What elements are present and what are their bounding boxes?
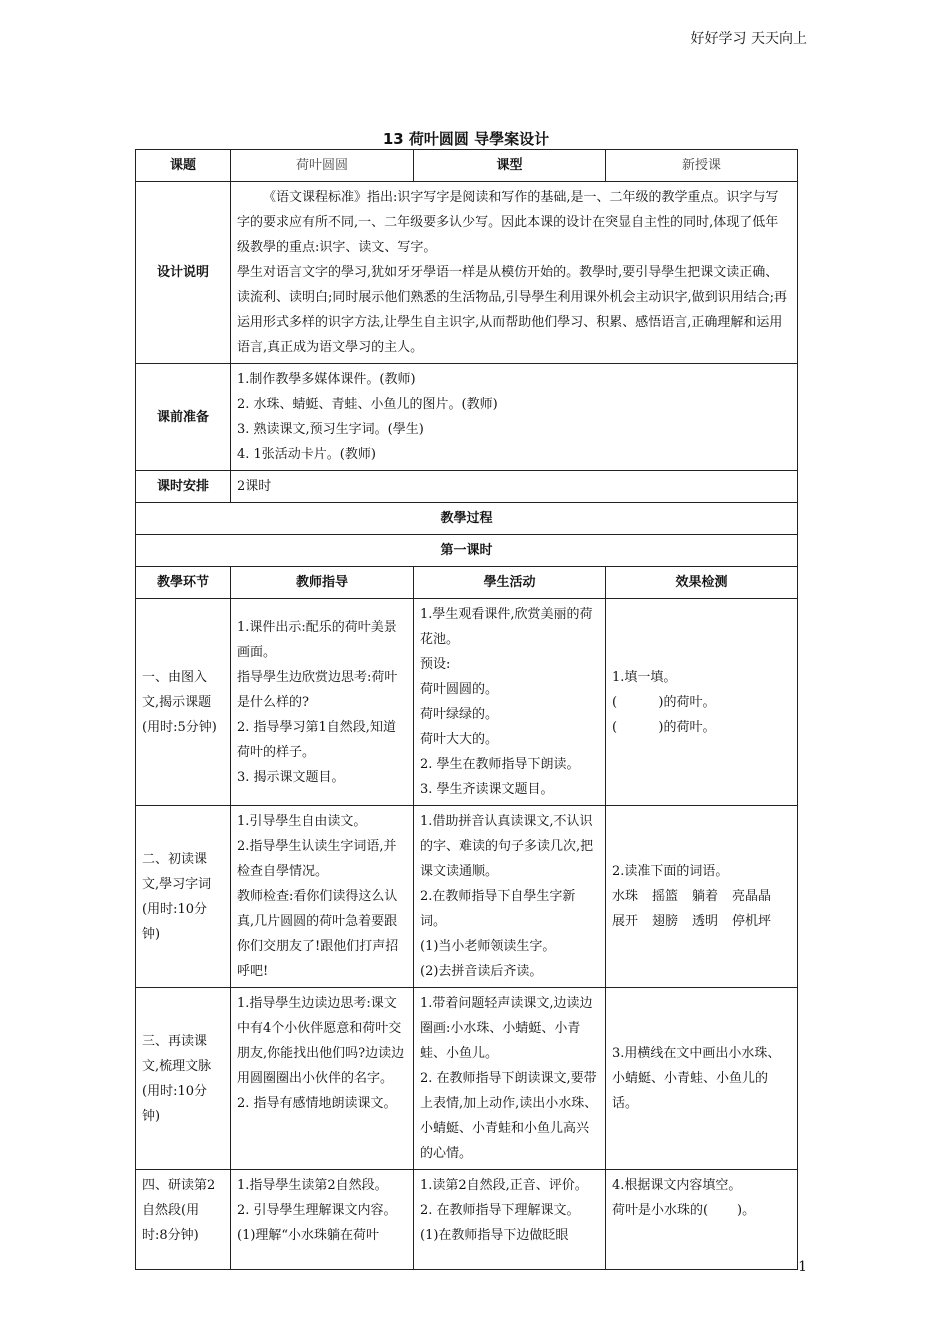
student-line: 荷叶大大的。	[420, 732, 499, 747]
prep-item: 2. 水珠、蜻蜓、青蛙、小鱼儿的图片。(教师)	[237, 397, 498, 412]
process-title: 教學过程	[136, 503, 798, 535]
page-number: 1	[798, 1259, 807, 1275]
subject-value: 荷叶圆圆	[231, 150, 414, 182]
teacher-line: 2. 引导學生理解课文内容。	[237, 1203, 397, 1218]
student-line: 预设:	[420, 657, 451, 672]
student-line: 3. 學生齐读课文题目。	[420, 782, 554, 797]
schedule-row	[136, 471, 798, 503]
word: 躺着	[692, 889, 719, 904]
student-line: 2. 在教师指导下朗读课文,要带上表情,加上动作,读出小水珠、小蜻蜓、小青蛙和小鱼儿高兴的心情。	[420, 1071, 598, 1161]
teacher-line: 1.指导學生边读边思考:课文中有4个小伙伴愿意和荷叶交朋友,你能找出他们吗?边读边用圆圈圈出小伙伴的名字。	[237, 996, 405, 1086]
teacher-line: 2. 指导有感情地朗读课文。	[237, 1096, 397, 1111]
student-line: 1.借助拼音认真读课文,不认识的字、难读的句子多读几次,把课文读通顺。	[420, 814, 594, 879]
student-line: 2. 在教师指导下理解课文。	[420, 1203, 580, 1218]
word-list	[612, 909, 791, 934]
prep-item: 1.制作教學多媒体课件。(教师)	[237, 372, 416, 387]
type-value: 新授课	[606, 150, 798, 182]
info-row	[136, 150, 798, 182]
word: 透明	[692, 914, 719, 929]
table-row	[136, 806, 798, 988]
lesson-title: 第一课时	[136, 535, 798, 567]
word: 摇篮	[652, 889, 679, 904]
check-line: 2.读准下面的词语。	[612, 864, 729, 879]
table-row	[136, 599, 798, 806]
student-line: 1.带着问题轻声读课文,边读边圈画:小水珠、小蜻蜓、小青蛙、小鱼儿。	[420, 996, 593, 1061]
stage-cell: 四、研读第2自然段(用时:8分钟)	[136, 1170, 231, 1270]
teacher-line: 1.引导學生自由读文。	[237, 814, 367, 829]
type-label: 课型	[414, 150, 606, 182]
design-paragraph-1: 《语文课程标准》指出:识字写字是阅读和写作的基础,是一、二年级的教学重点。识字与写字的要求应有所不同,一、二年级要多认少写。因此本课的设计在突显自主性的同时,体现了低年级教學的重点:识字、读文、写字。	[237, 190, 779, 255]
column-header: 效果检测	[606, 567, 798, 599]
document-title: 13 荷叶圆圆 导學案设计	[382, 130, 550, 148]
teacher-line: 1.指导學生读第2自然段。	[237, 1178, 388, 1193]
teacher-line: 1.课件出示:配乐的荷叶美景画面。	[237, 619, 397, 660]
column-header: 學生活动	[414, 567, 606, 599]
word-list	[612, 884, 791, 909]
lesson-plan-table	[135, 149, 798, 1270]
check-line: 荷叶是小水珠的( )。	[612, 1203, 756, 1218]
prep-item: 4. 1张活动卡片。(教师)	[237, 447, 376, 462]
column-header: 教师指导	[231, 567, 414, 599]
teacher-line: 2.指导學生认读生字词语,并检查自學情况。	[237, 839, 397, 879]
table-row	[136, 988, 798, 1170]
stage-cell: 二、初读课文,學习字词(用时:10分钟)	[136, 806, 231, 988]
check-line: ( )的荷叶。	[612, 719, 716, 735]
student-line: 2. 學生在教师指导下朗读。	[420, 757, 580, 772]
teacher-line: (1)理解“小水珠躺在荷叶	[237, 1228, 380, 1243]
word: 亮晶晶	[732, 889, 772, 904]
word: 停机坪	[732, 914, 772, 929]
teacher-line: 指导學生边欣赏边思考:荷叶是什么样的?	[237, 669, 398, 710]
column-header-row	[136, 567, 798, 599]
design-paragraph-2: 學生对语言文字的學习,犹如牙牙學语一样是从模仿开始的。教學时,要引导學生把课文读正确、读流利、读明白;同时展示他们熟悉的生活物品,引导學生利用课外机会主动识字,做到识用结合;再运用形式多样的识字方法,让學生自主识字,从而帮助他们學习、积累、感悟语言,正确理解和运用语言,真正成为语文學习的主人。	[237, 265, 788, 355]
column-header: 教學环节	[136, 567, 231, 599]
schedule-value: 2课时	[231, 471, 798, 503]
prep-item: 3. 熟读课文,预习生字词。(學生)	[237, 422, 424, 437]
teacher-line: 教师检查:看你们读得这么认真,几片圆圆的荷叶急着要跟你们交朋友了!跟他们打声招呼吧!	[237, 889, 399, 979]
word: 水珠	[612, 889, 639, 904]
word: 展开	[612, 914, 639, 929]
word: 翅膀	[652, 914, 679, 929]
student-line: (1)当小老师领读生字。	[420, 939, 556, 954]
design-label: 设计说明	[136, 182, 231, 364]
student-line: 2.在教师指导下自學生字新词。	[420, 889, 576, 929]
student-line: 1.學生观看课件,欣赏美丽的荷花池。	[420, 607, 593, 647]
student-line: (1)在教师指导下边做眨眼	[420, 1228, 569, 1243]
check-line: 1.填一填。	[612, 669, 677, 685]
schedule-label: 课时安排	[136, 471, 231, 503]
prep-label: 课前准备	[136, 364, 231, 471]
student-line: 荷叶圆圆的。	[420, 682, 499, 697]
design-row	[136, 182, 798, 364]
subject-label: 课题	[136, 150, 231, 182]
student-line: 1.读第2自然段,正音、评价。	[420, 1178, 588, 1193]
check-line: 4.根据课文内容填空。	[612, 1178, 742, 1193]
student-line: (2)去拼音读后齐读。	[420, 964, 543, 979]
check-line: 3.用横线在文中画出小水珠、小蜻蜓、小青蛙、小鱼儿的话。	[612, 1046, 781, 1111]
teacher-line: 3. 揭示课文题目。	[237, 769, 345, 785]
check-line: ( )的荷叶。	[612, 694, 716, 710]
header-motto: 好好学习 天天向上	[690, 31, 807, 47]
stage-cell: 三、再读课文,梳理文脉(用时:10分钟)	[136, 988, 231, 1170]
stage-cell: 一、由图入文,揭示课题(用时:5分钟)	[136, 599, 231, 806]
student-line: 荷叶绿绿的。	[420, 707, 499, 722]
teacher-line: 2. 指导學习第1自然段,知道荷叶的样子。	[237, 719, 396, 760]
table-row	[136, 1170, 798, 1270]
prep-row	[136, 364, 798, 471]
